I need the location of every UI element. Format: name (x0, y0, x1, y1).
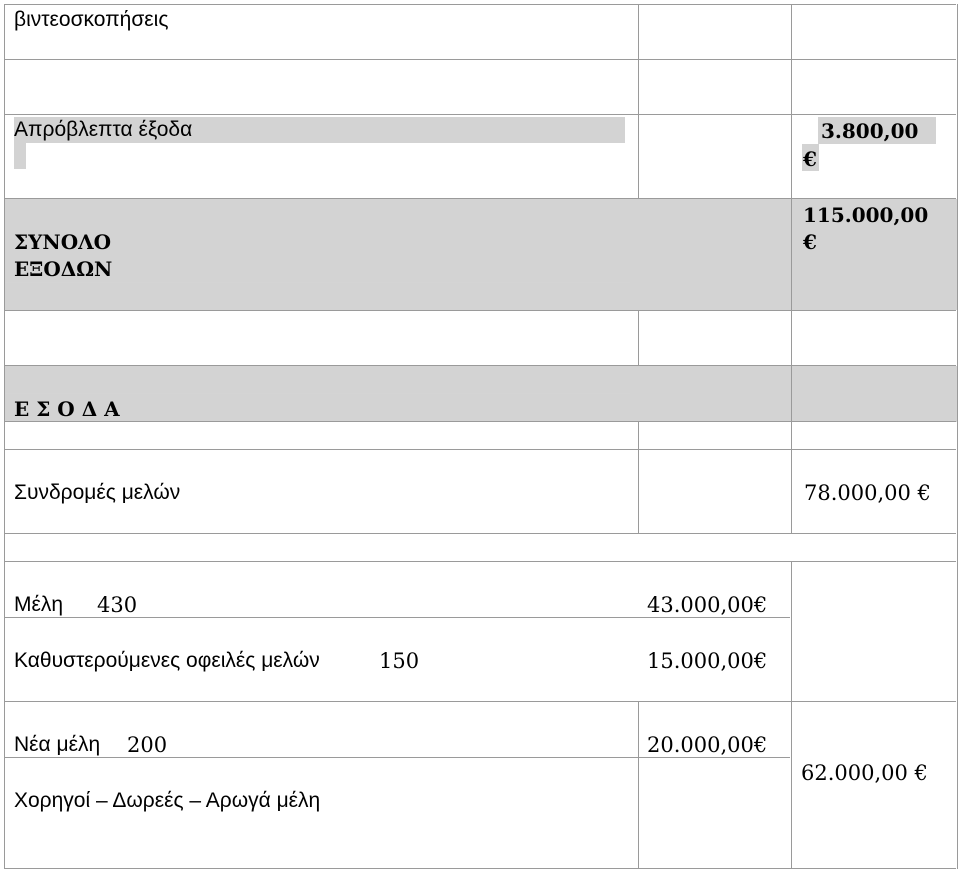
overdue-count: 150 (379, 649, 420, 673)
members-amount: 43.000,00€ (647, 593, 768, 617)
total-expenses-currency: € (803, 230, 817, 254)
videoconf-label: βιντεοσκοπήσεις (14, 8, 169, 31)
unexpected-currency: € (803, 147, 817, 171)
sponsors-label: Χορηγοί – Δωρεές – Αρωγά μέλη (14, 789, 321, 812)
unexpected-label-shade-2 (14, 143, 26, 169)
members-count: 430 (97, 593, 138, 617)
overdue-amount: 15.000,00€ (647, 649, 768, 673)
member-fees-amount: 78.000,00 € (804, 481, 931, 505)
unexpected-label: Απρόβλεπτα έξοδα (14, 118, 193, 141)
unexpected-amount: 3.800,00 (821, 119, 919, 143)
new-members-amount: 20.000,00€ (647, 733, 768, 757)
member-fees-label: Συνδρομές μελών (14, 481, 181, 504)
new-members-label: Νέα μέλη (14, 733, 101, 756)
new-members-count: 200 (127, 733, 168, 757)
sponsors-total: 62.000,00 € (801, 761, 928, 785)
overdue-label: Καθυστερούμενες οφειλές μελών (14, 649, 320, 672)
members-label: Μέλη (14, 593, 64, 616)
total-expenses-amount: 115.000,00 (803, 203, 929, 227)
income-header-shade (4, 366, 958, 422)
income-header: Ε Σ Ο Δ Α (14, 397, 120, 421)
total-expenses-label-1: ΣΥΝΟΛΟ (14, 230, 112, 254)
total-expenses-label-2: ΕΞΟΔΩΝ (14, 257, 113, 281)
